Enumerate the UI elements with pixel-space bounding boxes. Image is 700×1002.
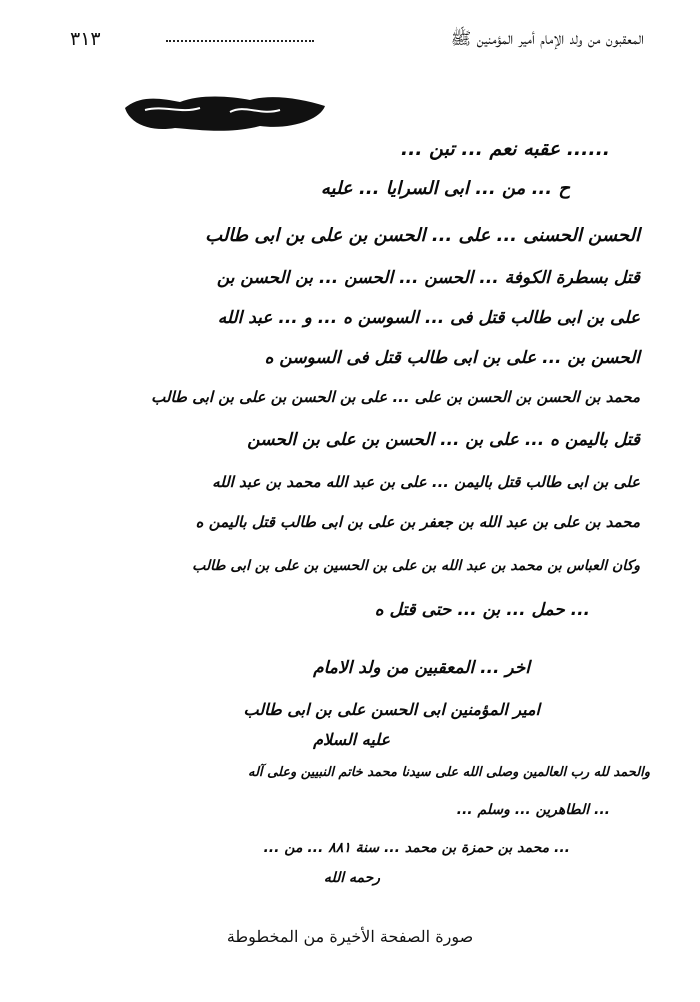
manuscript-line: محمد بن الحسن بن الحسن بن علی ... علی بن الحسن بن علی بن ابی طالب (151, 388, 640, 406)
manuscript-line: ح ... من ... ابی السرایا ... علیه (320, 178, 570, 199)
manuscript-line: قتل بالیمن ه ... علی بن ... الحسن بن علی بن الحسن (247, 430, 640, 450)
manuscript-image (90, 80, 650, 900)
manuscript-line: ... حمل ... بن ... حتی قتل ه (374, 600, 590, 620)
figure-caption: صورة الصفحة الأخيرة من المخطوطة (226, 927, 474, 946)
manuscript-line: ... محمد بن حمزة بن محمد ... سنة ٨٨١ ... من ... (263, 840, 570, 856)
manuscript-line: والحمد لله رب العالمین وصلی الله علی سیدنا محمد خاتم النبیین وعلی آله (248, 765, 650, 780)
running-title: المعقبون من ولد الإمام أمير المؤمنين ﷺ (450, 29, 644, 49)
manuscript-line: علی بن ابی طالب قتل فی ... السوسن ه ... و ... عبد الله (217, 308, 640, 328)
manuscript-line: علی بن ابی طالب قتل بالیمن ... علی بن عبد الله محمد بن عبد الله (212, 473, 640, 491)
manuscript-line: الحسن بن ... علی بن ابی طالب قتل فی السوسن ه (264, 348, 640, 368)
manuscript-line: قتل بسطرة الکوفة ... الحسن ... الحسن ... بن الحسن بن (216, 268, 640, 288)
page-header (70, 26, 644, 56)
leader-dots (166, 40, 314, 42)
manuscript-line: علیه السلام (313, 730, 390, 749)
manuscript-line: ...... عقبه نعم ... تبن ... (400, 138, 610, 160)
manuscript-line: اخر ... المعقبین من ولد الامام (313, 658, 530, 678)
page-number: ٣١٣ (70, 28, 101, 50)
manuscript-line: محمد بن علی بن عبد الله بن جعفر بن علی بن ابی طالب قتل بالیمن ه (195, 513, 640, 531)
manuscript-line: ... الطاهرین ... وسلم ... (456, 802, 610, 818)
manuscript-line: وکان العباس بن محمد بن عبد الله بن علی بن الحسین بن علی بن ابی طالب (192, 558, 640, 574)
manuscript-line: رحمه الله (323, 870, 380, 886)
manuscript-line: الحسن الحسنی ... علی ... الحسن بن علی بن ابی طالب (205, 225, 640, 246)
ink-blot (120, 90, 330, 135)
manuscript-line: امیر المؤمنین ابی الحسن علی بن ابی طالب (243, 700, 540, 719)
